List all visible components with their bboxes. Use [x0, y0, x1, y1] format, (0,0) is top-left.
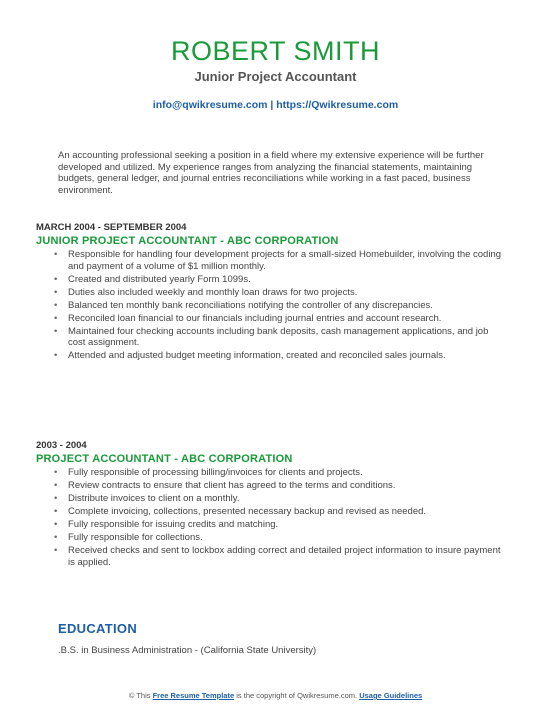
candidate-name: ROBERT SMITH	[170, 36, 381, 66]
footer	[0, 691, 551, 701]
list-item: • Fully responsible of processing billing/invoices for clients and projects.	[36, 467, 506, 479]
free-resume-template-link[interactable]: Free Resume Template	[152, 691, 235, 700]
list-item: • Attended and adjusted budget meeting information, created and reconciled sales journals.	[36, 350, 506, 362]
list-item: • Responsible for handling four development projects for a small-sized Homebuilder, involving the coding and payment of a volume of $1 million monthly.	[36, 249, 506, 272]
list-item: • Duties also included weekly and monthly loan draws for two projects.	[36, 287, 506, 299]
candidate-title: Junior Project Accountant	[194, 69, 357, 84]
list-item: • Review contracts to ensure that client has agreed to the terms and conditions.	[36, 480, 506, 492]
list-item: • Complete invoicing, collections, presented necessary backup and revised as needed.	[36, 506, 506, 518]
footer-prefix: This	[136, 691, 151, 700]
job-dates: 2003 - 2004	[36, 440, 87, 451]
list-item: • Distribute invoices to client on a monthly.	[36, 493, 506, 505]
list-item: • Balanced ten monthly bank reconciliations notifying the controller of any discrepancies.	[36, 300, 506, 312]
education-heading: EDUCATION	[58, 621, 138, 636]
summary-paragraph: An accounting professional seeking a position in a field where my extensive experience will be further developed and utilized. My experience ranges from analyzing the financial statements, maintaining budgets, general ledger, and journal entries reconciliations while working in a fast paced, business environment.	[58, 150, 484, 196]
list-item: • Fully responsible for collections.	[36, 532, 506, 544]
usage-guidelines-link[interactable]: Usage Guidelines	[359, 691, 423, 700]
education-entry: .B.S. in Business Administration - (California State University)	[58, 645, 317, 656]
job-title: JUNIOR PROJECT ACCOUNTANT - ABC CORPORATION	[36, 235, 339, 247]
experience-entry-2	[36, 440, 506, 570]
copyright-icon: ©	[128, 691, 135, 700]
experience-entry-1	[36, 222, 506, 363]
list-item: • Received checks and sent to lockbox adding correct and detailed project information to insure payment is applied.	[36, 545, 506, 568]
job-bullet-list	[36, 249, 506, 362]
list-item: • Fully responsible for issuing credits and matching.	[36, 519, 506, 531]
job-bullet-list	[36, 467, 506, 568]
list-item: • Reconciled loan financial to our financials including journal entries and account research.	[36, 313, 506, 325]
job-title: PROJECT ACCOUNTANT - ABC CORPORATION	[36, 453, 293, 465]
list-item: • Maintained four checking accounts including bank deposits, cash management applications, and job cost assignment.	[36, 326, 506, 349]
footer-middle: is the copyright of Qwikresume.com.	[236, 691, 358, 700]
list-item: • Created and distributed yearly Form 1099s.	[36, 274, 506, 286]
job-dates: MARCH 2004 - SEPTEMBER 2004	[36, 222, 187, 233]
contact-line[interactable]: info@qwikresume.com | https://Qwikresume.com	[152, 99, 399, 111]
